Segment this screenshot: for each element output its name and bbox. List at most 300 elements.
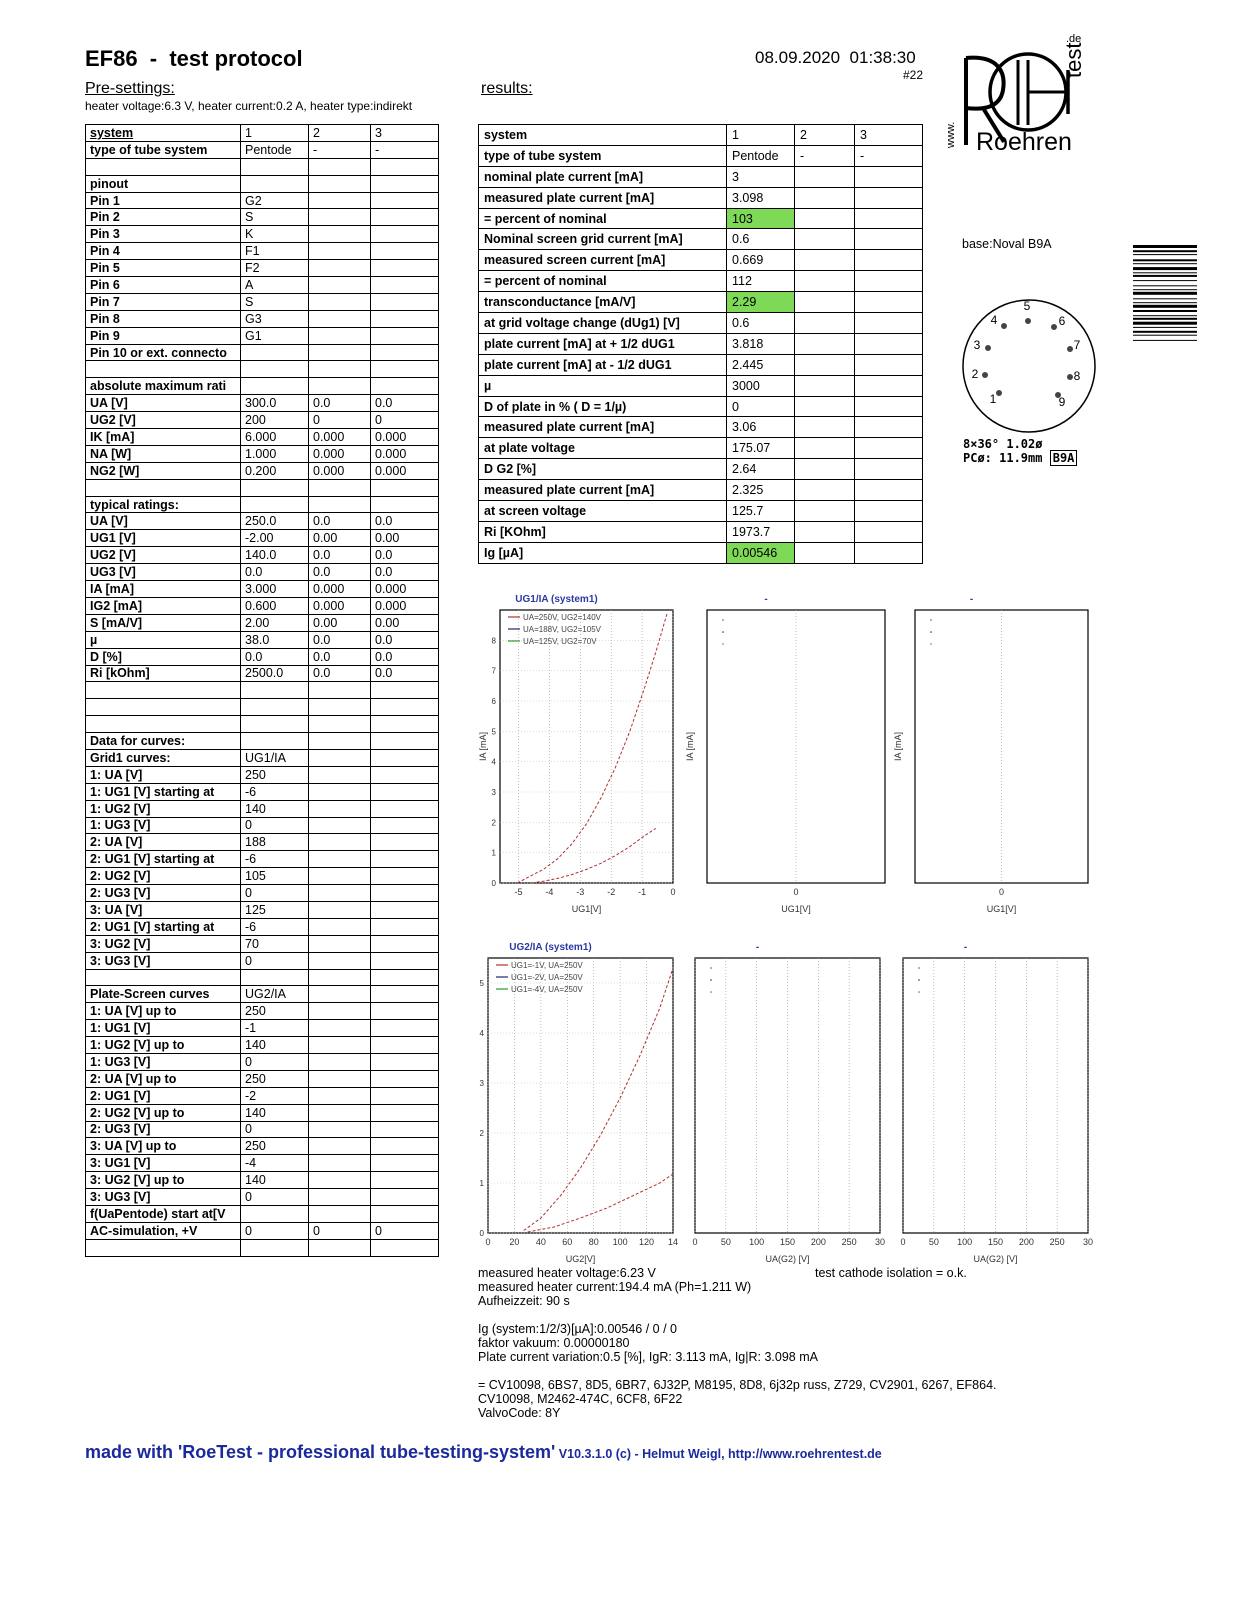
- right_table-value-cell: [855, 521, 923, 542]
- barcode-bar: [1133, 259, 1197, 261]
- right_table-value-cell: 2.325: [727, 480, 795, 501]
- chart-plot-area: [903, 958, 1088, 1233]
- left_table-label-cell: NG2 [W]: [86, 462, 241, 479]
- left_table-row: [86, 851, 439, 868]
- left_table-value-cell: -: [309, 141, 371, 158]
- right_table-value-cell: [795, 292, 855, 313]
- barcode-bar: [1133, 289, 1197, 290]
- barcode-bar: [1133, 267, 1197, 270]
- left_table-value-cell: F1: [241, 243, 309, 260]
- left_table-value-cell: 0: [241, 1189, 309, 1206]
- right_table-row: [479, 208, 923, 229]
- right_table-value-cell: [795, 354, 855, 375]
- left_table-value-cell: [371, 1138, 439, 1155]
- left_table-row: [86, 1222, 439, 1239]
- left_table-label-cell: 1: UG1 [V] starting at: [86, 783, 241, 800]
- right_table-row: [479, 125, 923, 146]
- right_table-label-cell: at grid voltage change (dUg1) [V]: [479, 313, 727, 334]
- left_table-value-cell: 0.000: [371, 429, 439, 446]
- chart-empty-legend-dot: [918, 967, 920, 969]
- left_table-value-cell: [309, 209, 371, 226]
- chart-xtick: -2: [607, 887, 616, 897]
- right_table-row: [479, 333, 923, 354]
- right_table-label-cell: measured plate current [mA]: [479, 480, 727, 501]
- right_table-label-cell: nominal plate current [mA]: [479, 166, 727, 187]
- chart-empty-legend-dot: [930, 631, 932, 633]
- right_table-value-cell: [855, 396, 923, 417]
- left_table-label-cell: 3: UG2 [V] up to: [86, 1172, 241, 1189]
- right_table-value-cell: [795, 438, 855, 459]
- presettings-heading: Pre-settings:: [85, 80, 175, 97]
- left_table-value-cell: 0.00: [371, 530, 439, 547]
- right_table-value-cell: [795, 396, 855, 417]
- logo-main-text: Roehren: [976, 128, 1072, 156]
- left_table-value-cell: [371, 733, 439, 750]
- left_table-row: [86, 749, 439, 766]
- left_table-value-cell: [309, 935, 371, 952]
- left_table-value-cell: [371, 783, 439, 800]
- roehrentest-logo: [945, 30, 1086, 156]
- left_table-value-cell: 140: [241, 1104, 309, 1121]
- right_table-row: [479, 480, 923, 501]
- chart-title: UG1/IA (system1): [515, 594, 598, 605]
- right_table-label-cell: Ri [KOhm]: [479, 521, 727, 542]
- chart-xtick: -4: [545, 887, 554, 897]
- left_table-value-cell: [309, 699, 371, 716]
- chart-ytick: 1: [479, 1179, 484, 1188]
- chart-xtick: 150: [987, 1237, 1004, 1247]
- chart-xtick: 0: [485, 1237, 491, 1247]
- left_table-row: [86, 158, 439, 175]
- left_table-label-cell: pinout: [86, 175, 241, 192]
- chart-empty-legend-dot: [710, 979, 712, 981]
- left_table-row: [86, 547, 439, 564]
- left_table-value-cell: 1: [241, 125, 309, 142]
- left_table-label-cell: UG2 [V]: [86, 412, 241, 429]
- left_table-value-cell: [371, 310, 439, 327]
- left_table-value-cell: [371, 817, 439, 834]
- right_table-label-cell: = percent of nominal: [479, 208, 727, 229]
- right_table-value-cell: 0.6: [727, 229, 795, 250]
- chart-ytick: 7: [491, 666, 496, 676]
- left_table-value-cell: -4: [241, 1155, 309, 1172]
- left_table-value-cell: [309, 1020, 371, 1037]
- right_table-value-cell: 125.7: [727, 501, 795, 522]
- chart-xtick: 150: [779, 1237, 796, 1247]
- right_table-label-cell: Nominal screen grid current [mA]: [479, 229, 727, 250]
- left_table-value-cell: -6: [241, 918, 309, 935]
- left_table-value-cell: [309, 1003, 371, 1020]
- left_table-row: [86, 293, 439, 310]
- left_table-row: [86, 361, 439, 378]
- left_table-label-cell: Pin 1: [86, 192, 241, 209]
- left_table-value-cell: [371, 361, 439, 378]
- left_table-label-cell: absolute maximum rati: [86, 378, 241, 395]
- chart-5: [685, 938, 890, 1263]
- right_table-value-cell: 0.669: [727, 250, 795, 271]
- chart-ytick: 3: [491, 788, 496, 797]
- chart-ytick: 5: [479, 979, 484, 988]
- valvocode: ValvoCode: 8Y: [478, 1406, 561, 1420]
- left_table-row: [86, 327, 439, 344]
- left_table-value-cell: [309, 192, 371, 209]
- left_table-label-cell: 2: UG1 [V] starting at: [86, 851, 241, 868]
- left_table-row: [86, 344, 439, 361]
- left_table-value-cell: 250: [241, 766, 309, 783]
- left_table-value-cell: [309, 885, 371, 902]
- left_table-row: [86, 141, 439, 158]
- chart-xlabel: UG1[V]: [571, 904, 602, 914]
- left_table-value-cell: -6: [241, 851, 309, 868]
- left_table-label-cell: Pin 7: [86, 293, 241, 310]
- left_table-row: [86, 581, 439, 598]
- left_table-label-cell: IA [mA]: [86, 581, 241, 598]
- right_table-value-cell: 2: [795, 125, 855, 146]
- left_table-value-cell: [371, 293, 439, 310]
- chart-xtick: 50: [720, 1237, 731, 1247]
- left_table-row: [86, 1155, 439, 1172]
- left_table-value-cell: [309, 344, 371, 361]
- left_table-value-cell: 0.000: [371, 597, 439, 614]
- right_table-row: [479, 229, 923, 250]
- left_table-label-cell: 2: UA [V]: [86, 834, 241, 851]
- chart-empty-legend-dot: [930, 643, 932, 645]
- left_table-value-cell: [371, 327, 439, 344]
- chart-series-line: [524, 968, 673, 1231]
- chart-empty-legend-dot: [930, 619, 932, 621]
- barcode-bar: [1133, 292, 1197, 295]
- left_table-row: [86, 935, 439, 952]
- pin-number: 8: [1073, 369, 1081, 383]
- chart-xtick: 80: [588, 1237, 599, 1247]
- right_table-value-cell: -: [855, 145, 923, 166]
- left_table-label-cell: Pin 9: [86, 327, 241, 344]
- left_table-row: [86, 1003, 439, 1020]
- left_table-label-cell: 1: UG1 [V]: [86, 1020, 241, 1037]
- left_table-label-cell: system: [86, 125, 241, 142]
- right_table-value-cell: 3000: [727, 375, 795, 396]
- chart-xtick: 0: [692, 1237, 698, 1247]
- left_table-value-cell: -2: [241, 1087, 309, 1104]
- chart-plot-area: [695, 958, 880, 1233]
- left_table-row: [86, 513, 439, 530]
- chart-ytick: 8: [491, 636, 496, 646]
- right_table-value-cell: [855, 375, 923, 396]
- barcode-image: [1133, 245, 1197, 363]
- left_table-label-cell: [86, 682, 241, 699]
- left_table-row: [86, 1172, 439, 1189]
- chart-4: [478, 938, 678, 1263]
- left_table-label-cell: 3: UA [V] up to: [86, 1138, 241, 1155]
- heater-voltage: measured heater voltage:6.23 V: [478, 1266, 656, 1280]
- left_table-label-cell: µ: [86, 631, 241, 648]
- left_table-value-cell: [371, 496, 439, 513]
- left_table-row: [86, 1206, 439, 1223]
- pin-spec-line1: 8×36° 1.02ø: [963, 437, 1043, 451]
- left_table-value-cell: [309, 682, 371, 699]
- left_table-label-cell: S [mA/V]: [86, 614, 241, 631]
- left_table-value-cell: [371, 158, 439, 175]
- left_table-label-cell: 2: UG2 [V]: [86, 868, 241, 885]
- left_table-label-cell: [86, 361, 241, 378]
- left_table-row: [86, 1239, 439, 1256]
- right_table-value-cell: [795, 187, 855, 208]
- left_table-value-cell: 0.600: [241, 597, 309, 614]
- left_table-row: [86, 986, 439, 1003]
- left_table-value-cell: [309, 1189, 371, 1206]
- right_table-value-cell: [795, 229, 855, 250]
- left_table-value-cell: 38.0: [241, 631, 309, 648]
- left_table-row: [86, 783, 439, 800]
- equivalents-line2: CV10098, M2462-474C, 6CF8, 6F22: [478, 1392, 683, 1406]
- left_table-value-cell: [371, 1239, 439, 1256]
- left_table-value-cell: [371, 378, 439, 395]
- left_table-value-cell: 140: [241, 1172, 309, 1189]
- chart-plot-area: [707, 610, 885, 883]
- left_table-value-cell: [309, 800, 371, 817]
- left_table-label-cell: AC-simulation, +V: [86, 1222, 241, 1239]
- chart-xtick: -5: [514, 887, 523, 897]
- chart-xtick: 200: [810, 1237, 826, 1247]
- left_table-value-cell: 2: [309, 125, 371, 142]
- left_table-row: [86, 1087, 439, 1104]
- left_table-value-cell: 0.0: [241, 648, 309, 665]
- left_table-label-cell: 1: UA [V] up to: [86, 1003, 241, 1020]
- left_table-value-cell: [371, 1003, 439, 1020]
- chart-xtick: 0: [793, 887, 799, 897]
- left_table-value-cell: S: [241, 293, 309, 310]
- right_table-value-cell: [795, 313, 855, 334]
- left_table-label-cell: 3: UG2 [V]: [86, 935, 241, 952]
- chart-empty-legend-dot: [710, 967, 712, 969]
- left_table-value-cell: [371, 1037, 439, 1054]
- chart-title: -: [963, 942, 968, 953]
- left_table-value-cell: Pentode: [241, 141, 309, 158]
- right_table-value-cell: 112: [727, 271, 795, 292]
- left_table-value-cell: 0.200: [241, 462, 309, 479]
- pin-number: 7: [1073, 338, 1081, 352]
- left_table-value-cell: [309, 918, 371, 935]
- cathode-isolation: test cathode isolation = o.k.: [815, 1266, 967, 1280]
- left_table-label-cell: Pin 4: [86, 243, 241, 260]
- right_table-row: [479, 501, 923, 522]
- left_table-value-cell: 0.000: [309, 445, 371, 462]
- chart-plot-area: [488, 958, 673, 1233]
- chart-ytick: 4: [491, 757, 496, 767]
- right_table-label-cell: measured plate current [mA]: [479, 417, 727, 438]
- barcode-bar: [1133, 331, 1197, 333]
- left_table-value-cell: A: [241, 277, 309, 294]
- noval-pin-diagram: [958, 295, 1100, 437]
- test-serial: #22: [903, 68, 924, 82]
- pin-hole: [1051, 324, 1057, 330]
- left_table-value-cell: 0.00: [309, 614, 371, 631]
- left_table-value-cell: [241, 496, 309, 513]
- footer-main: made with 'RoeTest - professional tube-testing-system': [85, 1442, 556, 1462]
- left_table-value-cell: [371, 766, 439, 783]
- chart-xtick: 60: [562, 1237, 573, 1247]
- right_table-label-cell: measured plate current [mA]: [479, 187, 727, 208]
- left_table-label-cell: UA [V]: [86, 395, 241, 412]
- pin-number: 9: [1058, 395, 1066, 409]
- left_table-row: [86, 226, 439, 243]
- left_table-value-cell: -6: [241, 783, 309, 800]
- left_table-value-cell: [309, 952, 371, 969]
- left_table-value-cell: [371, 1070, 439, 1087]
- right_table-row: [479, 166, 923, 187]
- left_table-value-cell: [371, 1155, 439, 1172]
- barcode-bar: [1133, 245, 1197, 248]
- right_table-value-cell: 0: [727, 396, 795, 417]
- left_table-label-cell: UG1 [V]: [86, 530, 241, 547]
- left_table-row: [86, 125, 439, 142]
- right_table-value-cell: [795, 271, 855, 292]
- left_table-label-cell: 3: UG3 [V]: [86, 952, 241, 969]
- pin-spec-line2: PCø: 11.9mm: [963, 451, 1043, 465]
- right_table-label-cell: = percent of nominal: [479, 271, 727, 292]
- right_table-label-cell: transconductance [mA/V]: [479, 292, 727, 313]
- left_table-value-cell: [309, 901, 371, 918]
- left_table-label-cell: IG2 [mA]: [86, 597, 241, 614]
- right_table-value-cell: 0.00546: [727, 542, 795, 563]
- left_table-value-cell: G1: [241, 327, 309, 344]
- heater-info: heater voltage:6.3 V, heater current:0.2 A, heater type:indirekt: [85, 99, 413, 113]
- chart-legend-entry: UG1=-2V, UA=250V: [511, 973, 583, 982]
- left_table-value-cell: [241, 969, 309, 986]
- logo-domain-text: .de: [1066, 33, 1082, 45]
- right_table-row: [479, 313, 923, 334]
- left_table-label-cell: UG3 [V]: [86, 564, 241, 581]
- right_table-value-cell: [795, 501, 855, 522]
- pin-hole: [1001, 323, 1007, 329]
- left_table-value-cell: 0.000: [309, 462, 371, 479]
- left_table-row: [86, 1053, 439, 1070]
- left_table-value-cell: 0.000: [371, 445, 439, 462]
- left_table-value-cell: [371, 1172, 439, 1189]
- left_table-value-cell: [309, 1172, 371, 1189]
- chart-xtick: -1: [638, 887, 647, 897]
- barcode-bar: [1133, 298, 1197, 299]
- left_table-value-cell: [371, 834, 439, 851]
- barcode-bar: [1133, 275, 1197, 277]
- left_table-value-cell: 0.000: [371, 581, 439, 598]
- left_table-value-cell: 0.0: [371, 547, 439, 564]
- pin-number: 2: [971, 367, 979, 381]
- left_table-label-cell: UG2 [V]: [86, 547, 241, 564]
- right_table-value-cell: 1973.7: [727, 521, 795, 542]
- right_table-value-cell: 3.098: [727, 187, 795, 208]
- right_table-value-cell: [855, 354, 923, 375]
- left_table-value-cell: [309, 1206, 371, 1223]
- chart-xtick: 40: [535, 1237, 546, 1247]
- left_table-value-cell: 0: [241, 885, 309, 902]
- left_table-value-cell: 6.000: [241, 429, 309, 446]
- left_table-value-cell: [371, 1104, 439, 1121]
- right_table-value-cell: 3.06: [727, 417, 795, 438]
- measurements-block: [478, 1266, 1218, 1420]
- left_table-row: [86, 479, 439, 496]
- pin-hole: [1025, 318, 1031, 324]
- barcode-bar: [1133, 315, 1197, 316]
- vacuum-factor: faktor vakuum: 0.00000180: [478, 1336, 630, 1350]
- chart-legend-entry: UG1=-4V, UA=250V: [511, 985, 583, 994]
- left_table-row: [86, 800, 439, 817]
- left_table-label-cell: 2: UG3 [V]: [86, 885, 241, 902]
- results-table: [478, 124, 923, 564]
- right_table-row: [479, 396, 923, 417]
- left_table-value-cell: 0.00: [371, 614, 439, 631]
- base-type-label: base:Noval B9A: [962, 237, 1052, 251]
- left_table-row: [86, 699, 439, 716]
- left_table-value-cell: [241, 344, 309, 361]
- left_table-value-cell: 0.000: [371, 462, 439, 479]
- left_table-value-cell: [241, 682, 309, 699]
- left_table-label-cell: 1: UG2 [V] up to: [86, 1037, 241, 1054]
- left_table-row: [86, 1037, 439, 1054]
- left_table-label-cell: 2: UA [V] up to: [86, 1070, 241, 1087]
- chart-legend-entry: UA=188V, UG2=105V: [523, 625, 601, 634]
- left_table-label-cell: 1: UG3 [V]: [86, 1053, 241, 1070]
- pin-spec-box: B9A: [1050, 450, 1078, 466]
- right_table-value-cell: 2.64: [727, 459, 795, 480]
- left_table-row: [86, 1121, 439, 1138]
- left_table-label-cell: IK [mA]: [86, 429, 241, 446]
- left_table-value-cell: [371, 885, 439, 902]
- chart-ytick: 2: [479, 1129, 484, 1138]
- left_table-label-cell: Pin 6: [86, 277, 241, 294]
- barcode-bar: [1133, 340, 1197, 341]
- left_table-value-cell: [241, 733, 309, 750]
- right_table-label-cell: type of tube system: [479, 145, 727, 166]
- left_table-value-cell: 0.000: [309, 597, 371, 614]
- left_table-value-cell: -2.00: [241, 530, 309, 547]
- right_table-value-cell: [795, 333, 855, 354]
- right_table-value-cell: [855, 542, 923, 563]
- right_table-value-cell: [855, 313, 923, 334]
- left_table-row: [86, 868, 439, 885]
- chart-xtick: 100: [612, 1237, 628, 1247]
- left_table-value-cell: [309, 817, 371, 834]
- left_table-label-cell: 3: UG1 [V]: [86, 1155, 241, 1172]
- left_table-row: [86, 969, 439, 986]
- right_table-value-cell: [855, 417, 923, 438]
- chart-xtick: 0: [998, 887, 1005, 897]
- barcode-bar: [1133, 285, 1197, 286]
- barcode-bar: [1133, 280, 1197, 281]
- right_table-value-cell: [855, 480, 923, 501]
- left_table-value-cell: 2.00: [241, 614, 309, 631]
- chart-xtick: 20: [509, 1237, 520, 1247]
- left_table-value-cell: [371, 699, 439, 716]
- left_table-value-cell: 0.0: [371, 513, 439, 530]
- left_table-value-cell: 140.0: [241, 547, 309, 564]
- left_table-row: [86, 260, 439, 277]
- chart-empty-legend-dot: [710, 991, 712, 993]
- chart-series-line: [528, 1174, 673, 1232]
- barcode-bar: [1133, 254, 1197, 255]
- left_table-value-cell: [371, 226, 439, 243]
- right_table-row: [479, 417, 923, 438]
- chart-legend-entry: UA=250V, UG2=140V: [523, 613, 601, 622]
- right_table-value-cell: 3.818: [727, 333, 795, 354]
- left_table-value-cell: 0.000: [309, 581, 371, 598]
- left_table-value-cell: [371, 1206, 439, 1223]
- right_table-value-cell: [855, 271, 923, 292]
- pin-hole: [985, 345, 991, 351]
- pin-number: 4: [990, 313, 998, 327]
- left_table-label-cell: [86, 479, 241, 496]
- barcode-bar: [1133, 335, 1197, 336]
